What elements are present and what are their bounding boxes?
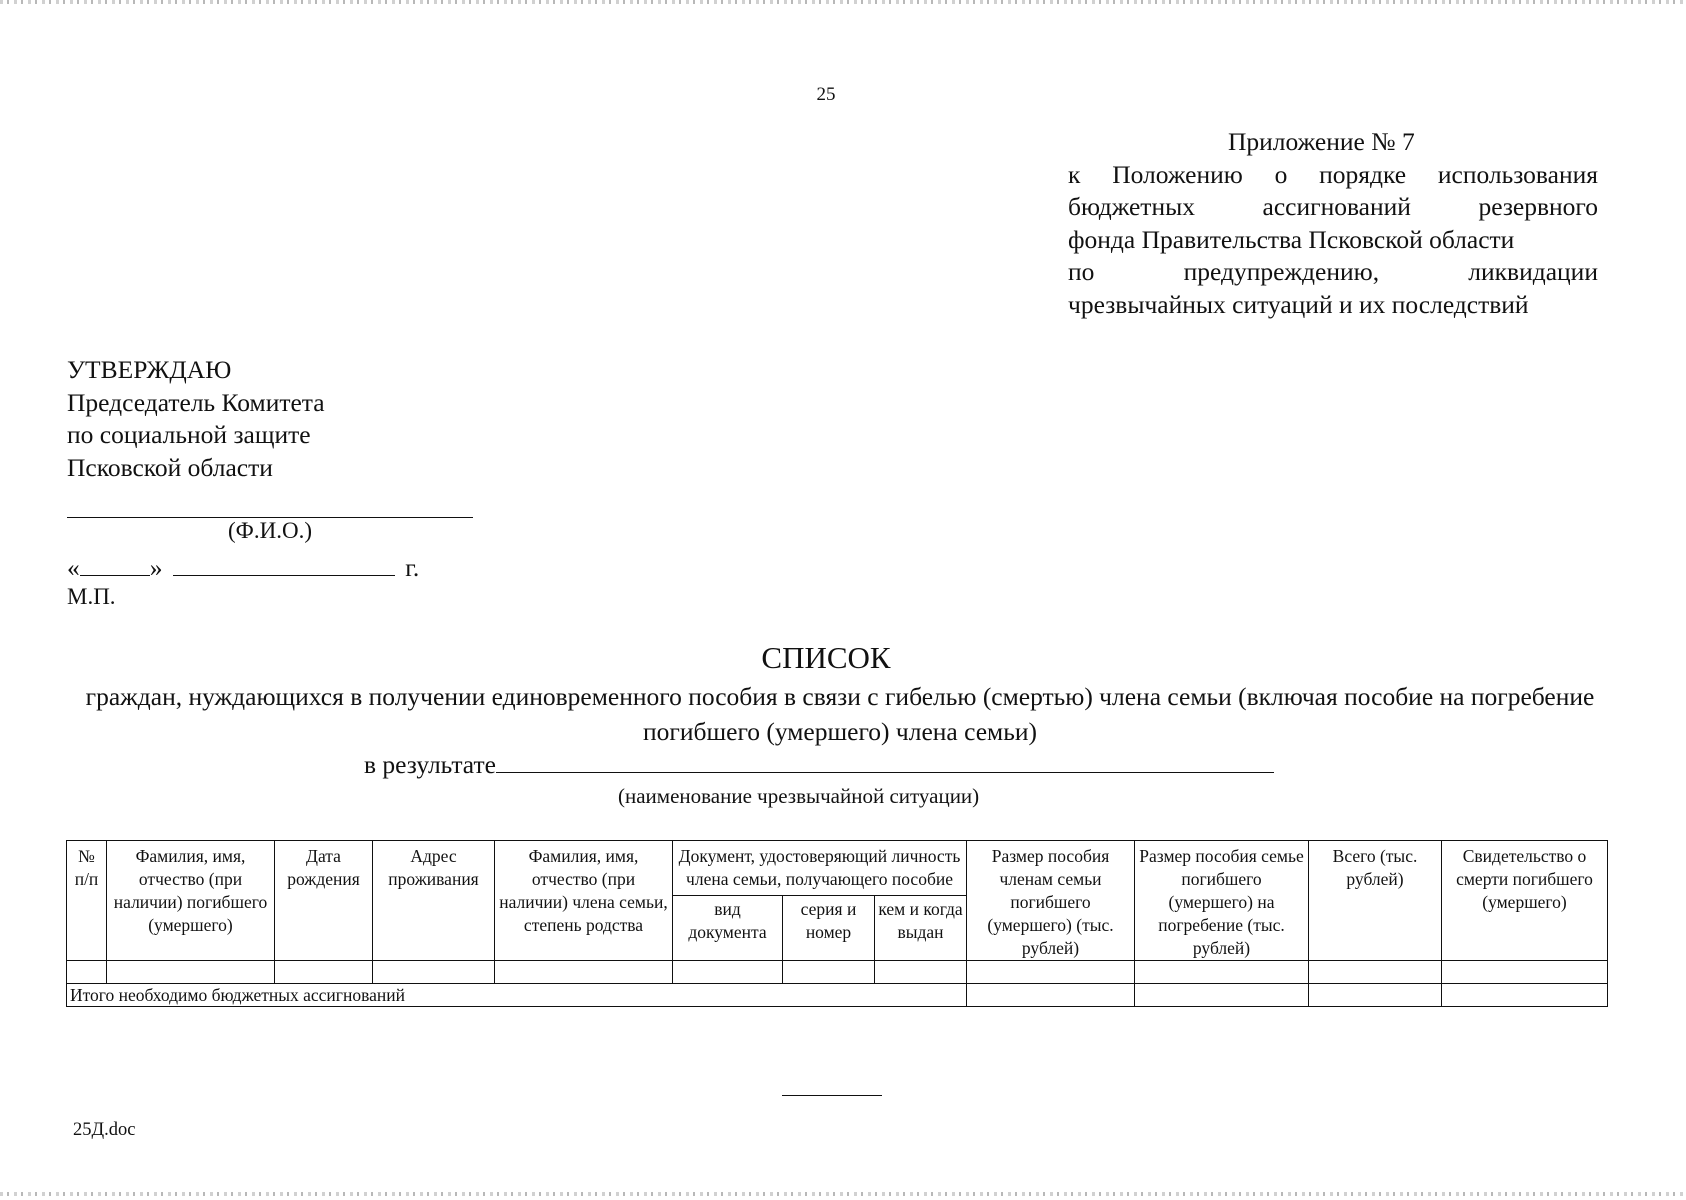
result-prefix: в результате bbox=[364, 750, 496, 779]
approval-line: Псковской области bbox=[67, 452, 273, 482]
header-deceased-name: Фамилия, имя, отчество (при наличии) погибшего (умершего) bbox=[107, 841, 275, 961]
page-number: 25 bbox=[816, 84, 836, 105]
header-benefit-members: Размер пособия членам семьи погибшего (умершего) (тыс. рублей) bbox=[967, 841, 1135, 961]
header-doc-type: вид документа bbox=[673, 896, 783, 961]
table-cell bbox=[107, 961, 275, 984]
quote-open: « bbox=[67, 553, 80, 582]
approval-line: Председатель Комитета bbox=[67, 387, 325, 417]
header-birth-date: Дата рождения bbox=[275, 841, 373, 961]
end-rule bbox=[782, 1095, 882, 1096]
quote-close: » bbox=[149, 553, 163, 582]
table-cell bbox=[783, 961, 875, 984]
appendix-word: по bbox=[1068, 257, 1095, 286]
approval-date-line bbox=[67, 553, 419, 583]
header-document-group: Документ, удостоверяющий личность члена семьи, получающего пособие bbox=[673, 841, 967, 896]
header-address: Адрес проживания bbox=[373, 841, 495, 961]
fio-caption: (Ф.И.О.) bbox=[228, 518, 312, 543]
appendix-line bbox=[1068, 191, 1598, 224]
appendix-line bbox=[1068, 159, 1598, 192]
result-line bbox=[364, 748, 1274, 780]
appendix-line bbox=[1068, 289, 1598, 322]
appendix-word: бюджетных bbox=[1068, 192, 1195, 221]
header-benefit-burial: Размер пособия семье погибшего (умершего) на погребение (тыс. рублей) bbox=[1135, 841, 1309, 961]
table-cell bbox=[373, 961, 495, 984]
header-death-certificate: Свидетельство о смерти погибшего (умершего) bbox=[1442, 841, 1608, 961]
appendix-word: чрезвычайных ситуаций и их последствий bbox=[1068, 289, 1529, 319]
table-cell bbox=[67, 961, 107, 984]
total-row-label: Итого необходимо бюджетных ассигнований bbox=[67, 984, 967, 1007]
appendix-word: ассигнований bbox=[1262, 192, 1411, 221]
table-cell bbox=[967, 961, 1135, 984]
approval-line: по социальной защите bbox=[67, 420, 311, 449]
appendix-word: ликвидации bbox=[1468, 257, 1598, 286]
table-cell bbox=[1309, 984, 1442, 1007]
table-total-row bbox=[67, 984, 1608, 1007]
list-subtitle: граждан, нуждающихся в получении единовременного пособия в связи с гибелью (смертью) члена семьи (включая пособие на погребение погибшего (умершего) члена семьи) bbox=[85, 682, 1595, 746]
month-year-blank bbox=[173, 553, 395, 576]
header-num: № п/п bbox=[67, 841, 107, 961]
table-cell bbox=[1442, 984, 1608, 1007]
appendix-line bbox=[1068, 256, 1598, 289]
table-cell bbox=[275, 961, 373, 984]
table-cell bbox=[673, 961, 783, 984]
appendix-word: использования bbox=[1437, 159, 1598, 189]
header-member-name: Фамилия, имя, отчество (при наличии) члена семьи, степень родства bbox=[495, 841, 673, 961]
appendix-word: порядке bbox=[1319, 159, 1407, 189]
approval-block bbox=[67, 354, 497, 484]
appendix-word: предупреждению, bbox=[1183, 257, 1380, 286]
table-cell bbox=[495, 961, 673, 984]
emergency-name-blank bbox=[496, 748, 1274, 773]
appendix-word: к bbox=[1068, 159, 1081, 189]
appendix-word: резервного bbox=[1478, 192, 1598, 221]
document-filename: 25Д.doc bbox=[73, 1120, 136, 1140]
table-cell bbox=[1135, 961, 1309, 984]
scan-edge-top bbox=[0, 0, 1686, 4]
table-row bbox=[67, 961, 1608, 984]
appendix-word: Положению bbox=[1112, 159, 1243, 189]
appendix-line bbox=[1068, 224, 1598, 257]
table-cell bbox=[1442, 961, 1608, 984]
appendix-block bbox=[1068, 126, 1598, 321]
stamp-label: М.П. bbox=[67, 584, 116, 609]
appendix-word: фонда Правительства Псковской области bbox=[1068, 224, 1515, 254]
table-cell bbox=[1309, 961, 1442, 984]
header-doc-series: серия и номер bbox=[783, 896, 875, 961]
appendix-word: о bbox=[1274, 159, 1288, 189]
table-cell bbox=[875, 961, 967, 984]
year-suffix: г. bbox=[405, 553, 420, 582]
table-header-row bbox=[67, 841, 1608, 896]
table-cell bbox=[967, 984, 1135, 1007]
result-caption: (наименование чрезвычайной ситуации) bbox=[618, 784, 980, 808]
list-title: СПИСОК bbox=[761, 640, 891, 675]
table-cell bbox=[1135, 984, 1309, 1007]
appendix-title: Приложение № 7 bbox=[1228, 127, 1415, 156]
header-total: Всего (тыс. рублей) bbox=[1309, 841, 1442, 961]
header-doc-issued: кем и когда выдан bbox=[875, 896, 967, 961]
scan-edge-bottom bbox=[0, 1192, 1686, 1196]
day-blank bbox=[80, 553, 150, 576]
benefit-table bbox=[66, 840, 1608, 1007]
approval-heading: УТВЕРЖДАЮ bbox=[67, 355, 232, 384]
